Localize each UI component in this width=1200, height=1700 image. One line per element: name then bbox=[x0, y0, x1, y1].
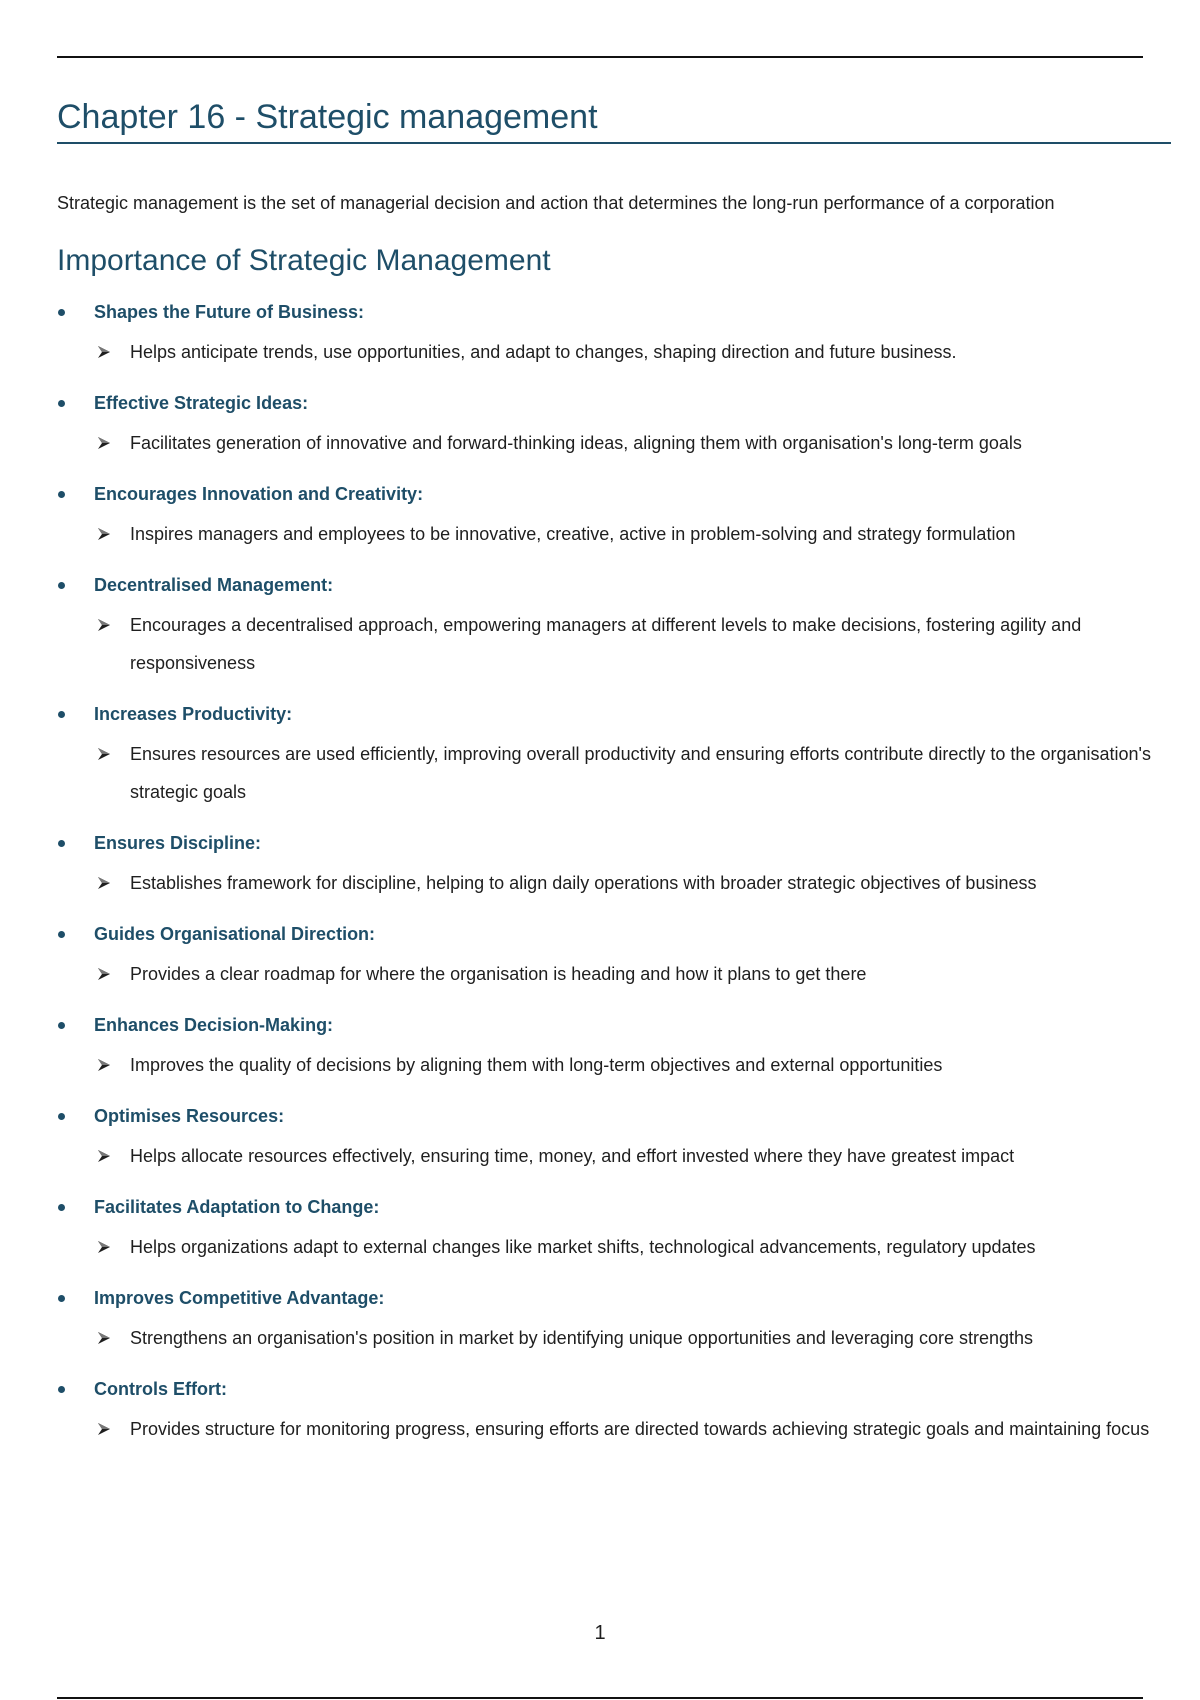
list-item-title-row bbox=[57, 828, 1157, 858]
list-item-title: Ensures Discipline: bbox=[94, 833, 262, 853]
list-item-description: Inspires managers and employees to be innovative, creative, active in problem-solving and strategy formulation bbox=[130, 524, 1016, 544]
list-item-title-row bbox=[57, 1283, 1157, 1313]
header-rule bbox=[57, 56, 1143, 58]
list-item-description-row bbox=[57, 1046, 1157, 1084]
list-item-title: Enhances Decision-Making: bbox=[94, 1015, 334, 1035]
list-item-description-row bbox=[57, 1410, 1157, 1448]
arrow-bullet-icon bbox=[94, 333, 114, 371]
bullet-dot-icon bbox=[58, 1386, 65, 1393]
bullet-dot-icon bbox=[58, 840, 65, 847]
list-item-description: Strengthens an organisation's position in market by identifying unique opportunities and leveraging core strengths bbox=[130, 1328, 1033, 1348]
list-item-description-row bbox=[57, 1319, 1157, 1357]
bullet-dot-icon bbox=[58, 711, 65, 718]
arrow-bullet-icon bbox=[94, 1046, 114, 1084]
intro-paragraph: Strategic management is the set of managerial decision and action that determines the long-run performance of a corporation bbox=[57, 193, 1055, 213]
list-item-title-row bbox=[57, 388, 1157, 418]
arrow-bullet-icon bbox=[94, 1319, 114, 1357]
arrow-bullet-icon bbox=[94, 424, 114, 462]
list-item bbox=[57, 570, 1157, 682]
list-item bbox=[57, 699, 1157, 811]
list-item bbox=[57, 919, 1157, 993]
list-item-description: Establishes framework for discipline, helping to align daily operations with broader strategic objectives of business bbox=[130, 873, 1037, 893]
bullet-dot-icon bbox=[58, 1295, 65, 1302]
list-item-title-row bbox=[57, 479, 1157, 509]
list-item bbox=[57, 297, 1157, 371]
list-item-title-row bbox=[57, 1374, 1157, 1404]
list-item bbox=[57, 388, 1157, 462]
arrow-bullet-icon bbox=[94, 735, 114, 773]
bullet-dot-icon bbox=[58, 491, 65, 498]
arrow-bullet-icon bbox=[94, 1410, 114, 1448]
list-item bbox=[57, 1101, 1157, 1175]
list-item-title: Effective Strategic Ideas: bbox=[94, 393, 309, 413]
list-item-title: Increases Productivity: bbox=[94, 704, 293, 724]
section-heading: Importance of Strategic Management bbox=[57, 244, 551, 277]
importance-list bbox=[57, 297, 1157, 1465]
arrow-bullet-icon bbox=[94, 515, 114, 553]
list-item-description-row bbox=[57, 515, 1157, 553]
list-item bbox=[57, 479, 1157, 553]
bullet-dot-icon bbox=[58, 309, 65, 316]
list-item bbox=[57, 1192, 1157, 1266]
footer-rule bbox=[57, 1697, 1143, 1699]
list-item-title-row bbox=[57, 919, 1157, 949]
chapter-title: Chapter 16 - Strategic management bbox=[57, 98, 598, 136]
chapter-title-underline bbox=[57, 142, 1171, 144]
list-item-description-row bbox=[57, 955, 1157, 993]
list-item-title: Decentralised Management: bbox=[94, 575, 334, 595]
list-item-title: Shapes the Future of Business: bbox=[94, 302, 365, 322]
list-item-description-row bbox=[57, 606, 1157, 682]
list-item-description: Helps organizations adapt to external changes like market shifts, technological advancements, regulatory updates bbox=[130, 1237, 1036, 1257]
list-item-title: Guides Organisational Direction: bbox=[94, 924, 376, 944]
bullet-dot-icon bbox=[58, 1022, 65, 1029]
list-item-title-row bbox=[57, 297, 1157, 327]
list-item-title-row bbox=[57, 570, 1157, 600]
list-item-description-row bbox=[57, 424, 1157, 462]
list-item bbox=[57, 1010, 1157, 1084]
list-item-description: Provides structure for monitoring progress, ensuring efforts are directed towards achieving strategic goals and maintaining focus bbox=[130, 1419, 1150, 1439]
list-item-description: Facilitates generation of innovative and forward-thinking ideas, aligning them with organisation's long-term goals bbox=[130, 433, 1022, 453]
bullet-dot-icon bbox=[58, 1113, 65, 1120]
list-item bbox=[57, 1374, 1157, 1448]
list-item-description-row bbox=[57, 1137, 1157, 1175]
list-item-description: Helps anticipate trends, use opportunities, and adapt to changes, shaping direction and future business. bbox=[130, 342, 957, 362]
bullet-dot-icon bbox=[58, 1204, 65, 1211]
bullet-dot-icon bbox=[58, 400, 65, 407]
list-item-description-row bbox=[57, 333, 1157, 371]
list-item-description: Encourages a decentralised approach, empowering managers at different levels to make decisions, fostering agility and responsiveness bbox=[130, 615, 1082, 673]
page-number: 1 bbox=[594, 1622, 606, 1644]
list-item bbox=[57, 1283, 1157, 1357]
bullet-dot-icon bbox=[58, 931, 65, 938]
arrow-bullet-icon bbox=[94, 606, 114, 644]
bullet-dot-icon bbox=[58, 582, 65, 589]
list-item-title: Facilitates Adaptation to Change: bbox=[94, 1197, 380, 1217]
list-item-title: Encourages Innovation and Creativity: bbox=[94, 484, 424, 504]
list-item-description-row bbox=[57, 864, 1157, 902]
list-item-title-row bbox=[57, 1192, 1157, 1222]
arrow-bullet-icon bbox=[94, 955, 114, 993]
list-item-title: Improves Competitive Advantage: bbox=[94, 1288, 385, 1308]
list-item-description: Provides a clear roadmap for where the organisation is heading and how it plans to get there bbox=[130, 964, 867, 984]
list-item-title-row bbox=[57, 1010, 1157, 1040]
list-item-title-row bbox=[57, 699, 1157, 729]
list-item-description: Helps allocate resources effectively, ensuring time, money, and effort invested where they have greatest impact bbox=[130, 1146, 1015, 1166]
list-item-title-row bbox=[57, 1101, 1157, 1131]
arrow-bullet-icon bbox=[94, 1228, 114, 1266]
list-item-description: Ensures resources are used efficiently, improving overall productivity and ensuring efforts contribute directly to the organisation's strategic goals bbox=[130, 744, 1151, 802]
arrow-bullet-icon bbox=[94, 1137, 114, 1175]
list-item-description: Improves the quality of decisions by aligning them with long-term objectives and external opportunities bbox=[130, 1055, 943, 1075]
list-item-description-row bbox=[57, 735, 1157, 811]
list-item bbox=[57, 828, 1157, 902]
list-item-description-row bbox=[57, 1228, 1157, 1266]
list-item-title: Controls Effort: bbox=[94, 1379, 227, 1399]
list-item-title: Optimises Resources: bbox=[94, 1106, 285, 1126]
arrow-bullet-icon bbox=[94, 864, 114, 902]
